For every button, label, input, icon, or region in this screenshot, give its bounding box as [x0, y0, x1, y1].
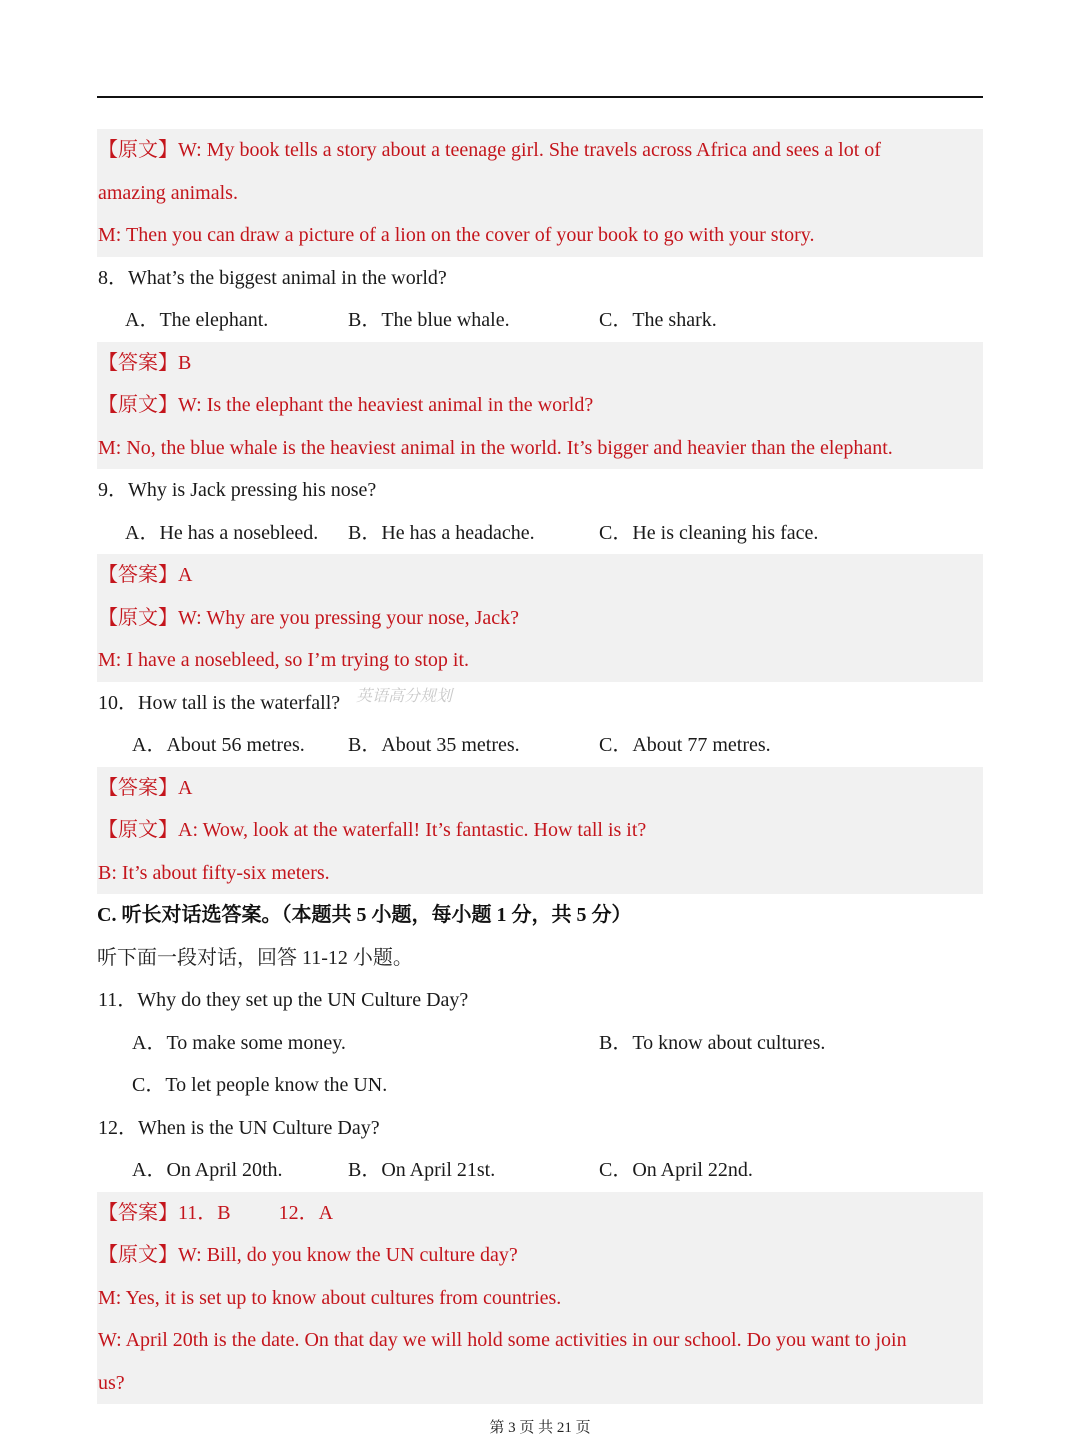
transcript-line: amazing animals. [98, 181, 238, 204]
option-c: C．About 77 metres. [599, 734, 771, 756]
transcript-line [97, 1234, 983, 1277]
header-rule [97, 96, 983, 98]
transcript-tag: 【原文】 [98, 606, 178, 629]
option-c: C．He is cleaning his face. [599, 521, 819, 544]
options-10 [97, 724, 983, 767]
answer-block [97, 767, 983, 895]
answer-line [97, 1192, 983, 1235]
transcript-line [97, 384, 983, 427]
section-instruction: 听下面一段对话，回答 11-12 小题。 [97, 946, 413, 969]
options-11-row2 [97, 1064, 983, 1107]
transcript-line [97, 597, 983, 640]
answer-block [97, 342, 983, 470]
question-8: 8．What’s the biggest animal in the world? [98, 266, 447, 289]
option-b: B．On April 21st. [348, 1159, 496, 1181]
transcript-line: M: Then you can draw a picture of a lion on the cover of your book to go with your story. [98, 224, 815, 246]
option-b: B．To know about cultures. [599, 1031, 826, 1054]
option-b: B．The blue whale. [348, 309, 510, 331]
transcript-tag: 【原文】 [98, 1244, 178, 1266]
question-12: 12．When is the UN Culture Day? [98, 1116, 380, 1139]
options-8 [97, 299, 983, 342]
transcript-text: W: Bill, do you know the UN culture day? [178, 1244, 518, 1266]
answer-block [97, 554, 983, 682]
transcript-line: M: Yes, it is set up to know about cultures from countries. [98, 1286, 562, 1309]
answer-line [97, 767, 983, 810]
transcript-text: W: Is the elephant the heaviest animal in the world? [178, 394, 594, 416]
option-b: B．He has a headache. [348, 521, 535, 544]
option-c: C．On April 22nd. [599, 1159, 753, 1181]
answer-value: A [178, 564, 193, 586]
option-c: C．The shark. [599, 309, 717, 331]
answer-line [97, 554, 983, 597]
answer-tag: 【答案】 [98, 564, 178, 586]
question-10: 10．How tall is the waterfall? [98, 691, 341, 714]
transcript-tag: 【原文】 [98, 819, 178, 841]
transcript-line: W: April 20th is the date. On that day we will hold some activities in our school. Do you want to join [98, 1329, 907, 1351]
transcript-text: W: My book tells a story about a teenage girl. She travels across Africa and sees a lot of [178, 139, 881, 161]
transcript-text: W: Why are you pressing your nose, Jack? [178, 606, 520, 629]
answer-tag: 【答案】 [98, 1201, 178, 1224]
question-11: 11．Why do they set up the UN Culture Day? [98, 989, 469, 1011]
option-a: A．The elephant. [125, 309, 269, 331]
transcript-line: B: It’s about fifty-six meters. [98, 861, 330, 884]
transcript-tag: 【原文】 [98, 394, 178, 416]
transcript-text: A: Wow, look at the waterfall! It’s fantastic. How tall is it? [178, 819, 647, 841]
transcript-line: us? [98, 1371, 125, 1394]
answer-line [97, 342, 983, 385]
option-c: C．To let people know the UN. [132, 1074, 388, 1096]
option-a: A．He has a nosebleed. [125, 521, 319, 544]
options-12 [97, 1149, 983, 1192]
answer-tag: 【答案】 [98, 776, 178, 799]
transcript-line [97, 809, 983, 852]
answer-value: 11．B [178, 1201, 231, 1224]
transcript-line: M: I have a nosebleed, so I’m trying to stop it. [98, 649, 470, 671]
transcript-line: M: No, the blue whale is the heaviest animal in the world. It’s bigger and heavier than the elephant. [98, 436, 893, 459]
option-a: A．On April 20th. [132, 1159, 283, 1181]
transcript-line [97, 129, 983, 172]
transcript-tag: 【原文】 [98, 139, 178, 161]
option-b: B．About 35 metres. [348, 734, 520, 756]
section-heading: C. 听长对话选答案。（本题共 5 小题，每小题 1 分，共 5 分） [97, 904, 632, 926]
options-11 [97, 1022, 983, 1065]
answer-value: 12．A [278, 1201, 334, 1224]
option-a: A．To make some money. [132, 1031, 346, 1054]
answer-block [97, 1192, 983, 1405]
answer-tag: 【答案】 [98, 351, 178, 374]
answer-value: A [178, 776, 193, 799]
watermark: 英语高分规划 [356, 686, 453, 705]
answer-value: B [178, 351, 192, 374]
option-a: A．About 56 metres. [132, 734, 305, 756]
page-content [97, 129, 983, 1404]
question-9: 9．Why is Jack pressing his nose? [98, 479, 377, 501]
transcript-block [97, 129, 983, 257]
options-9 [97, 512, 983, 555]
page-footer: 第 3 页 共 21 页 [489, 1420, 591, 1436]
